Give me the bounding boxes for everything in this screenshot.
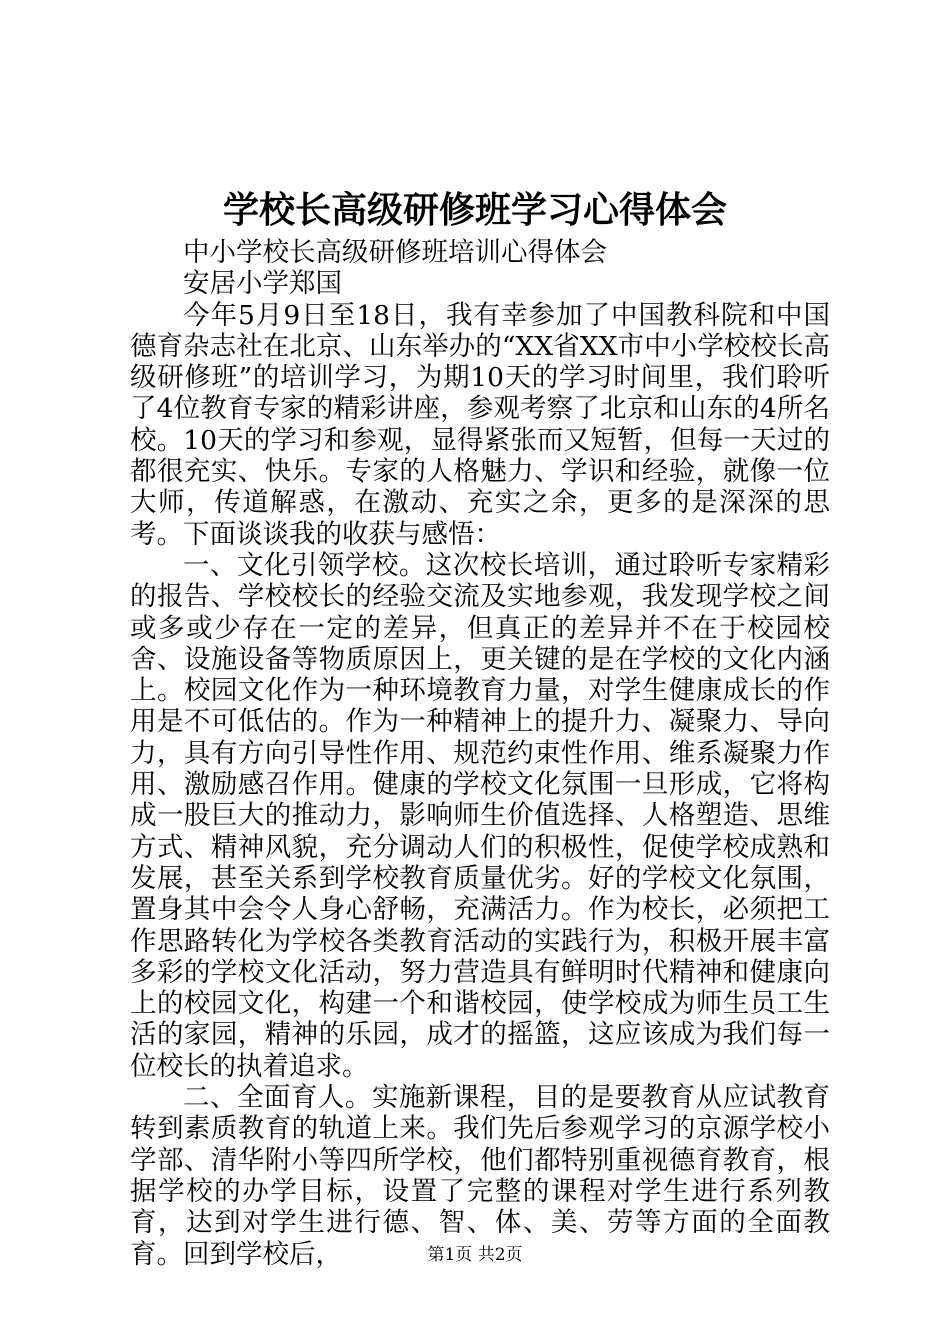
paragraph-subtitle: 中小学校长高级研修班培训心得体会: [183, 237, 607, 268]
paragraph-intro: 今年5月9日至18日，我有幸参加了中国教科院和中国德育杂志社在北京、山东举办的“XX省XX市中小学校校长高级研修班”的培训学习，为期10天的学习时间里，我们聆听了4位教育专家的精彩讲座，参观考察了北京和山东的4所名校。10天的学习和参观，显得紧张而又短暂，但每一天过的都很充实、快乐。专家的人格魅力、学识和经验，就像一位大师，传道解惑，在激动、充实之余，更多的是深深的思考。下面谈谈我的收获与感悟：: [130, 299, 830, 550]
document-body: [130, 237, 830, 1270]
paragraph-author: 安居小学郑国: [183, 268, 342, 300]
paragraph-section-2: 二、全面育人。实施新课程，目的是要教育从应试教育转到素质教育的轨道上来。我们先后参观学习的京源学校小学部、清华附小等四所学校，他们都特别重视德育教育，根据学校的办学目标，设置了完整的课程对学生进行系列教育，达到对学生进行德、智、体、美、劳等方面的全面教育。回到学校后，: [130, 1082, 830, 1270]
document-title: 学校长高级研修班学习心得体会: [222, 189, 727, 231]
paragraph-section-1: 一、文化引领学校。这次校长培训，通过聆听专家精彩的报告、学校校长的经验交流及实地参观，我发现学校之间或多或少存在一定的差异，但真正的差异并不在于校园校舍、设施设备等物质原因上，更关键的是在学校的文化内涵上。校园文化作为一种环境教育力量，对学生健康成长的作用是不可低估的。作为一种精神上的提升力、凝聚力、导向力，具有方向引导性作用、规范约束性作用、维系凝聚力作用、激励感召作用。健康的学校文化氛围一旦形成，它将构成一股巨大的推动力，影响师生价值选择、人格塑造、思维方式、精神风貌，充分调动人们的积极性，促使学校成熟和发展，甚至关系到学校教育质量优劣。好的学校文化氛围，置身其中会令人身心舒畅，充满活力。作为校长，必须把工作思路转化为学校各类教育活动的实践行为，积极开展丰富多彩的学校文化活动，努力营造具有鲜明时代精神和健康向上的校园文化，构建一个和谐校园，使学校成为师生员工生活的家园，精神的乐园，成才的摇篮，这应该成为我们每一位校长的执着追求。: [130, 549, 830, 1082]
page-number-footer: 第1页 共2页: [427, 1245, 523, 1265]
